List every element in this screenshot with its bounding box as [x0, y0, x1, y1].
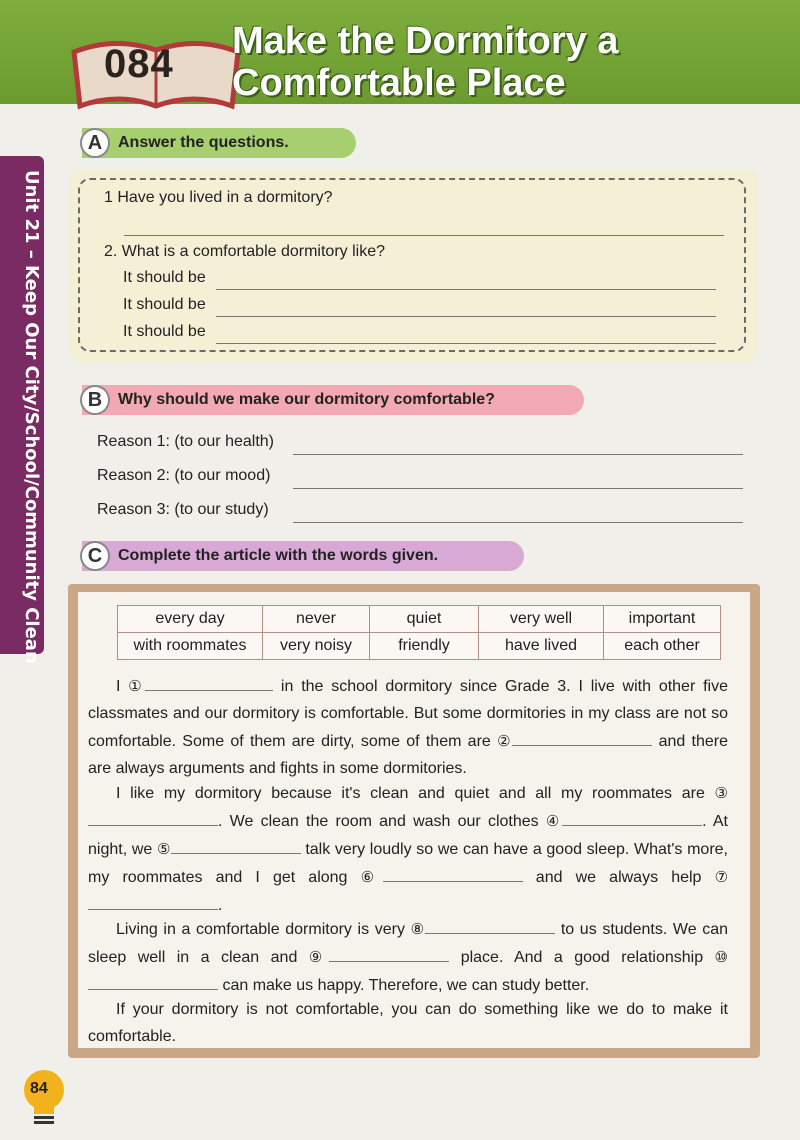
reason-2: Reason 2: (to our mood)	[97, 467, 271, 484]
text: I	[116, 678, 129, 695]
title-line-2: Comfortable Place	[232, 62, 566, 104]
question-2: 2. What is a comfortable dormitory like?	[104, 243, 385, 260]
article-paragraph-1	[88, 672, 728, 782]
blank-number: ④	[545, 813, 563, 830]
text: place. And a good relationship	[449, 949, 715, 966]
text: I like my dormitory because it's clean and quiet and all my roommates are	[116, 785, 715, 802]
section-a-banner	[82, 128, 356, 158]
prompt-2: It should be	[123, 296, 206, 313]
text: can make us happy. Therefore, we can study better.	[218, 977, 590, 994]
page-number: 84	[30, 1080, 48, 1097]
answer-line-2[interactable]	[216, 289, 716, 290]
text: in the school dormitory since Grade 3. I live with other five classmates and our dormitory is comfortable. But some dormitories in my class are not so comfortable. Some of them are dirty, some of them are	[88, 678, 728, 750]
article-paragraph-3	[88, 915, 728, 999]
word-cell: very noisy	[263, 633, 370, 660]
section-b-instruction: Why should we make our dormitory comfortable?	[118, 391, 495, 408]
blank-2[interactable]	[512, 727, 652, 746]
section-c-instruction: Complete the article with the words given.	[118, 547, 439, 564]
blank-number: ⑧	[410, 921, 426, 938]
prompt-3: It should be	[123, 323, 206, 340]
unit-side-label: Unit 21 – Keep Our City/School/Community Clean	[21, 170, 42, 664]
lightbulb-icon	[22, 1070, 66, 1130]
blank-number: ⑨	[308, 949, 330, 966]
word-cell: each other	[604, 633, 721, 660]
blank-number: ⑤	[156, 841, 171, 858]
blank-1[interactable]	[145, 672, 273, 691]
prompt-1: It should be	[123, 269, 206, 286]
blank-5[interactable]	[171, 835, 301, 854]
blank-7[interactable]	[88, 891, 218, 910]
reason-1-line[interactable]	[293, 454, 743, 455]
page-title	[232, 20, 618, 104]
blank-number: ③	[714, 785, 728, 802]
blank-10[interactable]	[88, 971, 218, 990]
question-1: 1 Have you lived in a dormitory?	[104, 189, 333, 206]
blank-number: ②	[497, 733, 513, 750]
blank-number: ⑦	[714, 869, 729, 886]
word-cell: never	[263, 606, 370, 633]
lesson-number: 084	[104, 42, 174, 86]
blank-number: ⑩	[714, 949, 728, 966]
text: . We clean the room and wash our clothes	[218, 813, 546, 830]
article-paragraph-4: If your dormitory is not comfortable, you can do something like we do to make it comfortable.	[88, 1001, 728, 1045]
blank-number: ①	[128, 678, 146, 695]
word-cell: have lived	[479, 633, 604, 660]
answer-line-3[interactable]	[216, 316, 716, 317]
answer-line-1[interactable]	[124, 235, 724, 236]
section-a-instruction: Answer the questions.	[118, 134, 289, 151]
article-paragraph-2	[88, 780, 728, 919]
title-line-1: Make the Dormitory a	[232, 20, 619, 62]
blank-4[interactable]	[562, 807, 702, 826]
text: Living in a comfortable dormitory is very	[116, 921, 411, 938]
word-cell: friendly	[370, 633, 479, 660]
blank-6[interactable]	[383, 863, 523, 882]
reason-3: Reason 3: (to our study)	[97, 501, 269, 518]
text: .	[218, 897, 223, 914]
word-cell: quiet	[370, 606, 479, 633]
section-c-letter: C	[80, 541, 110, 571]
word-bank	[117, 605, 721, 660]
text: and we always help	[522, 869, 715, 886]
section-c-banner	[82, 541, 524, 571]
blank-9[interactable]	[329, 943, 449, 962]
blank-8[interactable]	[425, 915, 555, 934]
reason-3-line[interactable]	[293, 522, 743, 523]
reason-2-line[interactable]	[293, 488, 743, 489]
word-cell: very well	[479, 606, 604, 633]
section-a-letter: A	[80, 128, 110, 158]
word-cell: with roommates	[118, 633, 263, 660]
text: . At night, we	[88, 813, 729, 858]
word-cell: important	[604, 606, 721, 633]
blank-3[interactable]	[88, 807, 218, 826]
blank-number: ⑥	[360, 869, 383, 886]
word-cell: every day	[118, 606, 263, 633]
text: to us students. We can sleep well in a clean and	[88, 921, 729, 966]
text: and there are always arguments and fights in some dormitories.	[88, 733, 728, 777]
section-b-banner	[82, 385, 584, 415]
answer-line-4[interactable]	[216, 343, 716, 344]
section-b-letter: B	[80, 385, 110, 415]
reason-1: Reason 1: (to our health)	[97, 433, 274, 450]
text: talk very loudly so we can have a good sleep. What's more, my roommates and I get along	[88, 841, 729, 886]
